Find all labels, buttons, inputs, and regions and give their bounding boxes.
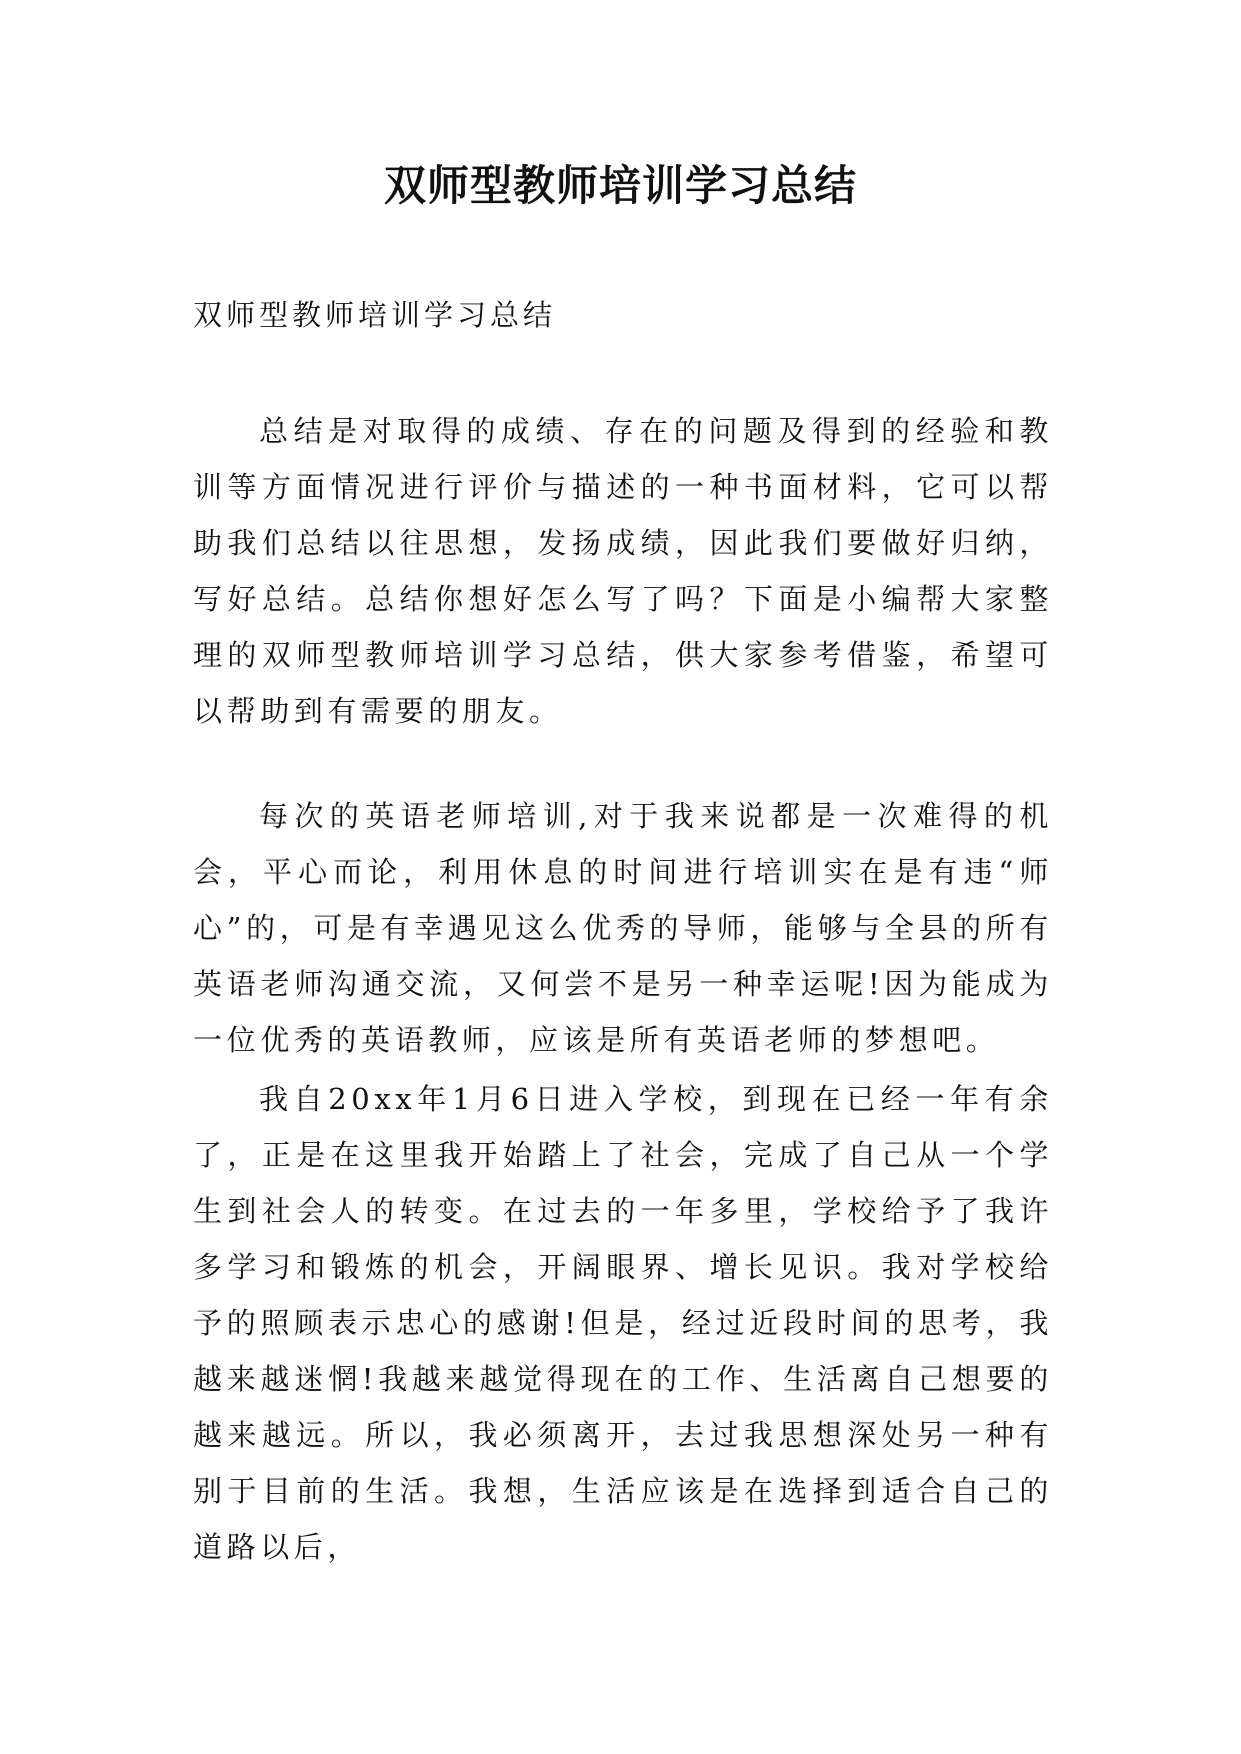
- paragraph-experience: 我自20xx年1月6日进入学校，到现在已经一年有余了，正是在这里我开始踏上了社会，完成了自己从一个学生到社会人的转变。在过去的一年多里，学校给予了我许多学习和锻炼的机会，开阔眼界、增长见识。我对学校给予的照顾表示忠心的感谢!但是，经过近段时间的思考，我越来越迷惘!我越来越觉得现在的工作、生活离自己想要的越来越远。所以，我必须离开，去过我思想深处另一种有别于目前的生活。我想，生活应该是在选择到适合自己的道路以后，: [193, 1082, 1053, 1564]
- document-subtitle: 双师型教师培训学习总结: [193, 298, 557, 332]
- paragraph-training: 每次的英语老师培训,对于我来说都是一次难得的机会，平心而论，利用休息的时间进行培训实在是有违“师心”的，可是有幸遇见这么优秀的导师，能够与全县的所有英语老师沟通交流，又何尝不是另一种幸运呢!因为能成为一位优秀的英语教师，应该是所有英语老师的梦想吧。: [193, 799, 1053, 1057]
- paragraph-intro: 总结是对取得的成绩、存在的问题及得到的经验和教训等方面情况进行评价与描述的一种书面材料，它可以帮助我们总结以往思想，发扬成绩，因此我们要做好归纳，写好总结。总结你想好怎么写了吗？下面是小编帮大家整理的双师型教师培训学习总结，供大家参考借鉴，希望可以帮助到有需要的朋友。: [193, 414, 1053, 728]
- document-title: 双师型教师培训学习总结: [383, 161, 857, 210]
